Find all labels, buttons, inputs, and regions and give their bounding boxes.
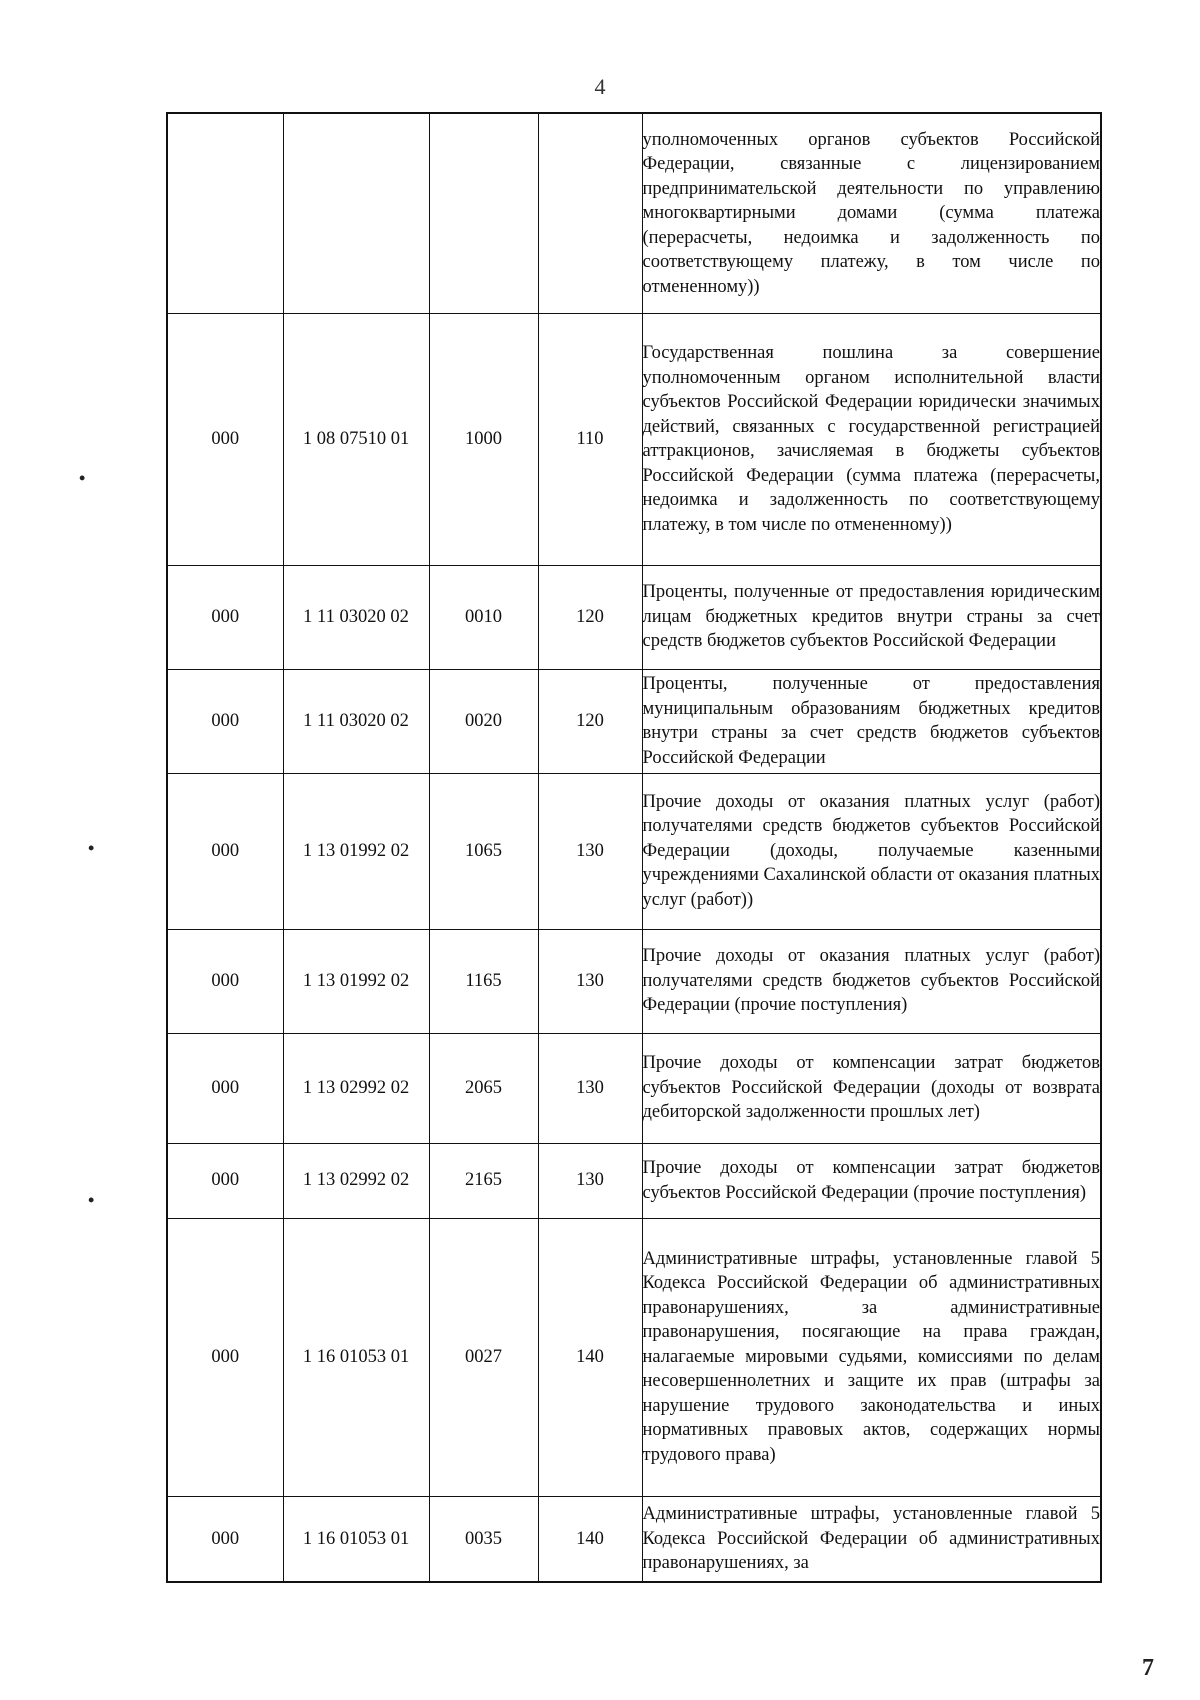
- admin-code-cell: [167, 113, 283, 313]
- description-cell: Проценты, полученные от предоставления муниципальным образованиям бюджетных кредитов внутри страны за счет средств бюджетов субъектов Российской Федерации: [642, 669, 1101, 773]
- admin-code-cell: 000: [167, 1143, 283, 1218]
- table-row: [167, 313, 1101, 565]
- scan-speck: •: [88, 838, 95, 858]
- subtype-code-cell: [429, 113, 538, 313]
- admin-code-cell: 000: [167, 313, 283, 565]
- kind-code-cell: 130: [538, 929, 642, 1033]
- kind-code-cell: 120: [538, 565, 642, 669]
- table-row: [167, 1218, 1101, 1496]
- kind-code-cell: 130: [538, 773, 642, 929]
- budget-code-cell: 1 11 03020 02: [283, 565, 429, 669]
- budget-code-cell: 1 11 03020 02: [283, 669, 429, 773]
- budget-code-cell: 1 08 07510 01: [283, 313, 429, 565]
- table-row: [167, 669, 1101, 773]
- kind-code-cell: 130: [538, 1143, 642, 1218]
- kind-code-cell: 120: [538, 669, 642, 773]
- budget-code-cell: 1 16 01053 01: [283, 1496, 429, 1582]
- table-row: [167, 1143, 1101, 1218]
- description-cell: Проценты, полученные от предоставления юридическим лицам бюджетных кредитов внутри страны за счет средств бюджетов субъектов Российской Федерации: [642, 565, 1101, 669]
- table-row: [167, 929, 1101, 1033]
- admin-code-cell: 000: [167, 773, 283, 929]
- subtype-code-cell: 0027: [429, 1218, 538, 1496]
- kind-code-cell: 140: [538, 1496, 642, 1582]
- admin-code-cell: 000: [167, 1033, 283, 1143]
- table-row: [167, 773, 1101, 929]
- admin-code-cell: 000: [167, 565, 283, 669]
- table-row: [167, 565, 1101, 669]
- kind-code-cell: 110: [538, 313, 642, 565]
- budget-code-cell: 1 16 01053 01: [283, 1218, 429, 1496]
- budget-code-cell: [283, 113, 429, 313]
- subtype-code-cell: 0020: [429, 669, 538, 773]
- page-number: 4: [594, 74, 606, 99]
- description-cell: Прочие доходы от компенсации затрат бюджетов субъектов Российской Федерации (доходы от возврата дебиторской задолженности прошлых лет): [642, 1033, 1101, 1143]
- subtype-code-cell: 2165: [429, 1143, 538, 1218]
- admin-code-cell: 000: [167, 1496, 283, 1582]
- scan-speck: •: [88, 1190, 95, 1210]
- kind-code-cell: 130: [538, 1033, 642, 1143]
- description-cell: Административные штрафы, установленные главой 5 Кодекса Российской Федерации об административных правонарушениях, за административные правонарушения, посягающие на права граждан, налагаемые мировыми судьями, комиссиями по делам несовершеннолетних и защите их прав (штрафы за нарушение трудового законодательства и иных нормативных правовых актов, содержащих нормы трудового права): [642, 1218, 1101, 1496]
- description-cell: Государственная пошлина за совершение уполномоченным органом исполнительной власти субъектов Российской Федерации юридически значимых действий, связанных с государственной регистрацией аттракционов, зачисляемая в бюджеты субъектов Российской Федерации (сумма платежа (перерасчеты, недоимка и задолженность по соответствующему платежу, в том числе по отмененному)): [642, 313, 1101, 565]
- revenue-codes-table: [166, 112, 1102, 1583]
- corner-mark: 7: [1142, 1655, 1154, 1681]
- admin-code-cell: 000: [167, 1218, 283, 1496]
- table-row: [167, 1033, 1101, 1143]
- admin-code-cell: 000: [167, 929, 283, 1033]
- kind-code-cell: [538, 113, 642, 313]
- budget-code-cell: 1 13 01992 02: [283, 773, 429, 929]
- description-cell: Прочие доходы от оказания платных услуг (работ) получателями средств бюджетов субъектов Российской Федерации (доходы, получаемые казенными учреждениями Сахалинской области от оказания платных услуг (работ)): [642, 773, 1101, 929]
- subtype-code-cell: 0035: [429, 1496, 538, 1582]
- description-cell: уполномоченных органов субъектов Российской Федерации, связанные с лицензированием предпринимательской деятельности по управлению многоквартирными домами (сумма платежа (перерасчеты, недоимка и задолженность по соответствующему платежу, в том числе по отмененному)): [642, 113, 1101, 313]
- subtype-code-cell: 1065: [429, 773, 538, 929]
- description-cell: Административные штрафы, установленные главой 5 Кодекса Российской Федерации об административных правонарушениях, за: [642, 1496, 1101, 1582]
- budget-code-cell: 1 13 01992 02: [283, 929, 429, 1033]
- kind-code-cell: 140: [538, 1218, 642, 1496]
- description-cell: Прочие доходы от компенсации затрат бюджетов субъектов Российской Федерации (прочие поступления): [642, 1143, 1101, 1218]
- subtype-code-cell: 2065: [429, 1033, 538, 1143]
- subtype-code-cell: 1165: [429, 929, 538, 1033]
- admin-code-cell: 000: [167, 669, 283, 773]
- table-row: [167, 113, 1101, 313]
- scan-speck: •: [79, 468, 86, 488]
- table-row: [167, 1496, 1101, 1582]
- budget-code-cell: 1 13 02992 02: [283, 1033, 429, 1143]
- description-cell: Прочие доходы от оказания платных услуг (работ) получателями средств бюджетов субъектов Российской Федерации (прочие поступления): [642, 929, 1101, 1033]
- budget-code-cell: 1 13 02992 02: [283, 1143, 429, 1218]
- subtype-code-cell: 0010: [429, 565, 538, 669]
- subtype-code-cell: 1000: [429, 313, 538, 565]
